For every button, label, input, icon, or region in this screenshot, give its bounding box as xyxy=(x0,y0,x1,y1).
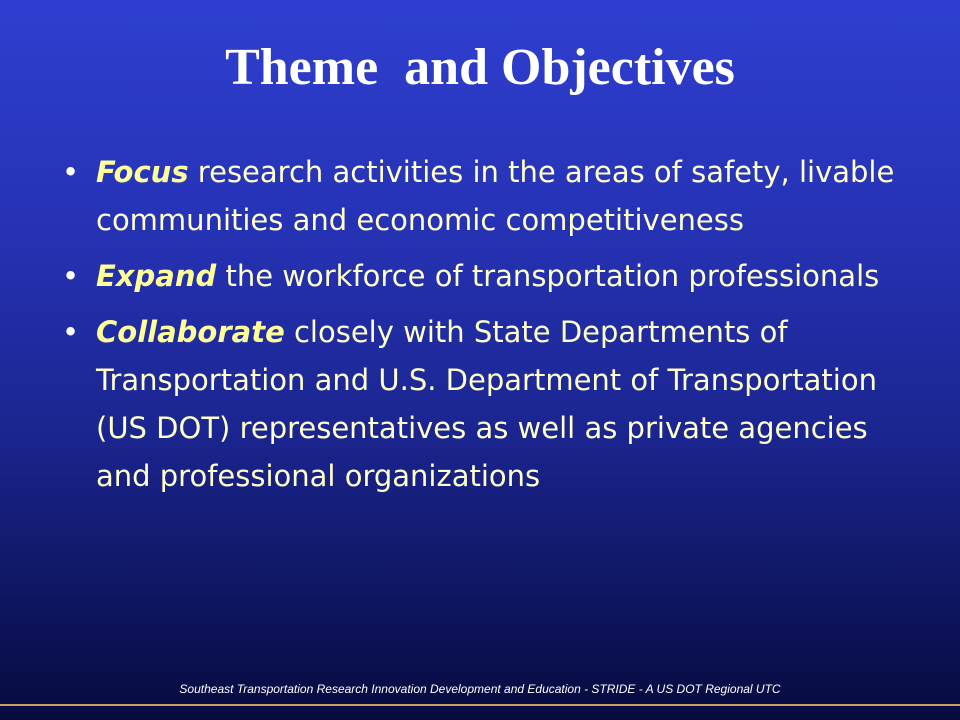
objective-item xyxy=(62,252,922,300)
footer-divider xyxy=(0,704,960,706)
objective-text: closely with State Departments of Transportation and U.S. Department of Transportation (US DOT) representatives as well as private agencies and professional organizations xyxy=(96,315,877,493)
bullet-icon: • xyxy=(62,155,80,189)
objective-keyword: Focus xyxy=(96,155,189,189)
objective-text: research activities in the areas of safety, livable communities and economic competitiveness xyxy=(96,155,895,237)
objectives-list xyxy=(62,148,922,508)
objective-text: the workforce of transportation professionals xyxy=(216,259,880,293)
slide-title: Theme and Objectives xyxy=(225,39,735,96)
bullet-icon: • xyxy=(62,259,80,293)
bullet-icon: • xyxy=(62,315,80,349)
objective-item xyxy=(62,308,922,500)
objective-item xyxy=(62,148,922,244)
objective-keyword: Collaborate xyxy=(96,315,285,349)
objective-keyword: Expand xyxy=(96,259,217,293)
slide-footer: Southeast Transportation Research Innovation Development and Education - STRIDE - A US DOT Regional UTC xyxy=(179,682,781,696)
